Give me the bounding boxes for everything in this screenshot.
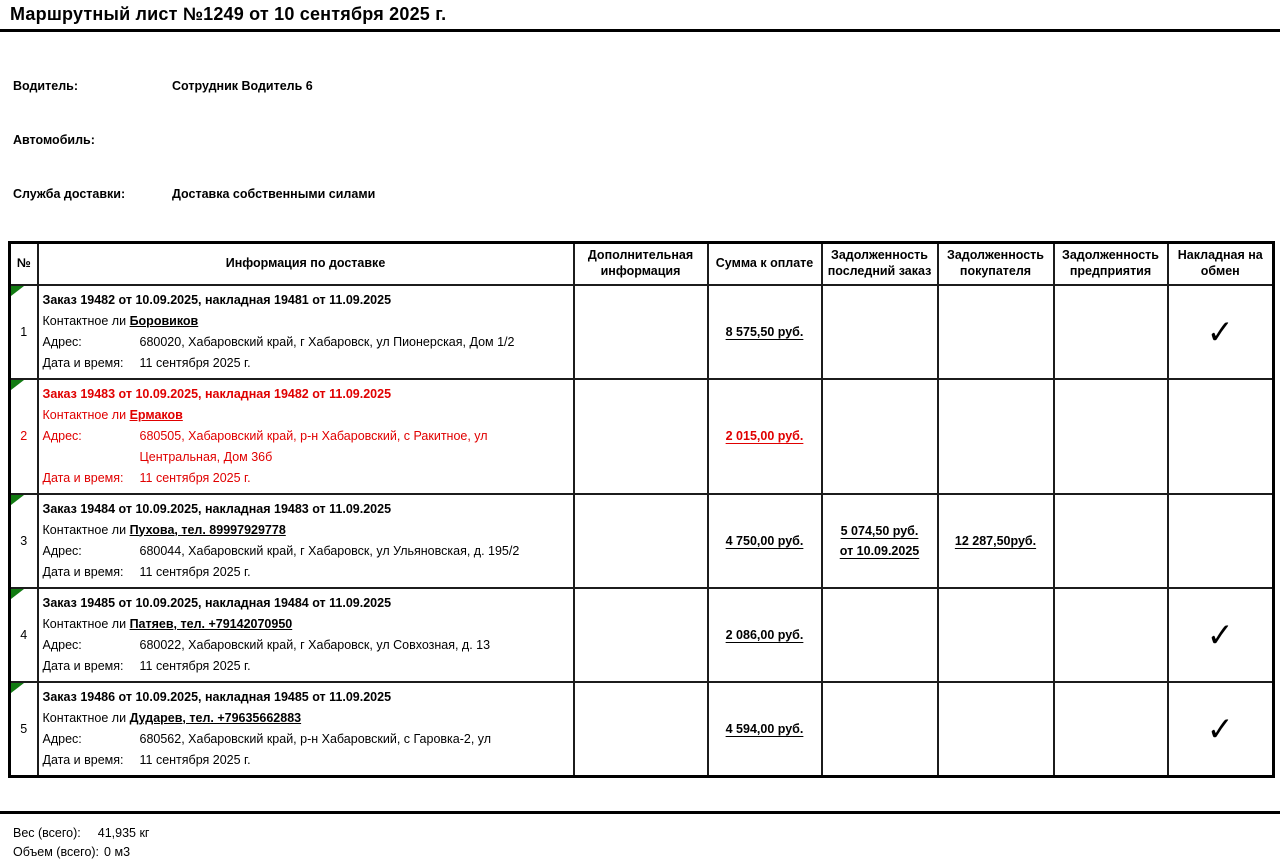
debt-last-order-cell (822, 588, 938, 682)
datetime-value: 11 сентября 2025 г. (139, 658, 251, 673)
total-volume-value: 0 м3 (104, 845, 131, 859)
sum-cell (708, 682, 822, 777)
sum-cell (708, 379, 822, 494)
delivery-service-label: Служба доставки: (13, 187, 126, 201)
datetime-value: 11 сентября 2025 г. (139, 355, 251, 370)
table-row (10, 494, 1274, 588)
datetime-label: Дата и время: (42, 470, 124, 485)
address-value: 680020, Хабаровский край, г Хабаровск, ул Пионерская, Дом 1/2 (139, 334, 515, 349)
debt-company-cell (1054, 379, 1168, 494)
checkmark-icon: ✓ (1206, 709, 1234, 748)
col-header-debt-last: Задолженность последний заказ (822, 243, 938, 285)
address-line (43, 635, 567, 656)
address-value: 680044, Хабаровский край, г Хабаровск, ул Ульяновская, д. 195/2 (139, 543, 520, 558)
exchange-invoice-cell (1168, 285, 1274, 379)
sum-value: 4 594,00 руб. (725, 721, 804, 736)
order-line: Заказ 19482 от 10.09.2025, накладная 19481 от 11.09.2025 (42, 292, 392, 307)
extra-info-cell (574, 494, 708, 588)
address-value: 680562, Хабаровский край, р-н Хабаровский, с Гаровка-2, ул (139, 731, 492, 746)
address-label: Адрес: (42, 731, 82, 746)
totals-footer (13, 824, 1280, 862)
debt-company-cell (1054, 494, 1168, 588)
contact-line (43, 708, 567, 729)
delivery-info-cell (38, 379, 574, 494)
row-number: 2 (10, 379, 38, 494)
extra-info-cell (574, 285, 708, 379)
contact-line (43, 520, 567, 541)
order-line: Заказ 19483 от 10.09.2025, накладная 19482 от 11.09.2025 (42, 386, 392, 401)
row-number: 3 (10, 494, 38, 588)
checkmark-icon: ✓ (1206, 615, 1234, 654)
col-header-invoice: Накладная на обмен (1168, 243, 1274, 285)
contact-label: Контактное ли (42, 522, 127, 537)
vehicle-value (172, 133, 1280, 147)
datetime-label: Дата и время: (42, 355, 124, 370)
table-row (10, 682, 1274, 777)
debt-buyer-cell (938, 379, 1054, 494)
sum-value: 2 015,00 руб. (725, 429, 804, 443)
driver-field (13, 79, 1280, 93)
footer-divider (0, 811, 1280, 814)
col-header-debt-buyer: Задолженность покупателя (938, 243, 1054, 285)
header-fields (13, 79, 1280, 201)
datetime-label: Дата и время: (42, 752, 124, 767)
debt-buyer-cell (938, 588, 1054, 682)
total-volume (13, 843, 1280, 862)
debt-last-order-cell (822, 682, 938, 777)
extra-info-cell (574, 588, 708, 682)
total-volume-label: Объем (всего): (13, 845, 100, 859)
address-line (43, 729, 567, 750)
contact-line (43, 614, 567, 635)
sum-cell (708, 285, 822, 379)
row-number: 1 (10, 285, 38, 379)
debt-company-cell (1054, 588, 1168, 682)
debt-buyer-cell: 12 287,50руб. (938, 494, 1054, 588)
delivery-info-cell (38, 682, 574, 777)
datetime-line (43, 468, 567, 489)
contact-line (43, 405, 567, 426)
route-table (8, 241, 1275, 778)
extra-info-cell (574, 682, 708, 777)
order-line: Заказ 19485 от 10.09.2025, накладная 19484 от 11.09.2025 (42, 595, 392, 610)
debt-buyer-cell (938, 682, 1054, 777)
debt-company-cell (1054, 285, 1168, 379)
exchange-invoice-cell (1168, 379, 1274, 494)
total-weight-value: 41,935 кг (97, 826, 150, 840)
datetime-line (43, 750, 567, 771)
debt-company-cell (1054, 682, 1168, 777)
vehicle-label: Автомобиль: (13, 133, 95, 147)
exchange-invoice-cell (1168, 682, 1274, 777)
sum-value: 8 575,50 руб. (725, 324, 804, 339)
datetime-label: Дата и время: (42, 658, 124, 673)
sum-cell (708, 588, 822, 682)
contact-name: Дударев, тел. +79635662883 (129, 710, 302, 725)
row-number: 4 (10, 588, 38, 682)
contact-line (43, 311, 567, 332)
col-header-extra: Дополнительная информация (574, 243, 708, 285)
datetime-label: Дата и время: (42, 564, 124, 579)
sum-value: 4 750,00 руб. (725, 533, 804, 548)
delivery-info-cell (38, 588, 574, 682)
address-label: Адрес: (42, 334, 82, 349)
sum-cell (708, 494, 822, 588)
vehicle-field (13, 133, 1280, 147)
sum-value: 2 086,00 руб. (725, 627, 804, 642)
row-number: 5 (10, 682, 38, 777)
col-header-debt-company: Задолженность предприятия (1054, 243, 1168, 285)
debt-last-order-cell (822, 379, 938, 494)
document-title-bar (0, 0, 1280, 32)
contact-name: Патяев, тел. +79142070950 (129, 616, 293, 631)
datetime-value: 11 сентября 2025 г. (139, 752, 251, 767)
order-line: Заказ 19484 от 10.09.2025, накладная 19483 от 11.09.2025 (42, 501, 392, 516)
contact-name: Боровиков (129, 313, 199, 328)
datetime-line (43, 562, 567, 583)
contact-name: Ермаков (129, 407, 183, 422)
delivery-service-value: Доставка собственными силами (172, 187, 376, 201)
datetime-value: 11 сентября 2025 г. (139, 564, 251, 579)
table-row (10, 379, 1274, 494)
datetime-line (43, 353, 567, 374)
datetime-value: 11 сентября 2025 г. (139, 470, 251, 485)
address-label: Адрес: (42, 428, 82, 443)
table-row (10, 285, 1274, 379)
contact-label: Контактное ли (42, 407, 127, 422)
address-line (43, 426, 567, 468)
address-value: 680022, Хабаровский край, г Хабаровск, ул Совхозная, д. 13 (139, 637, 491, 652)
contact-label: Контактное ли (42, 710, 127, 725)
delivery-info-cell (38, 285, 574, 379)
exchange-invoice-cell (1168, 588, 1274, 682)
checkmark-icon: ✓ (1206, 312, 1234, 351)
table-header-row (10, 243, 1274, 285)
order-line: Заказ 19486 от 10.09.2025, накладная 19485 от 11.09.2025 (42, 689, 392, 704)
col-header-num: № (10, 243, 38, 285)
col-header-info: Информация по доставке (38, 243, 574, 285)
address-line (43, 541, 567, 562)
total-weight (13, 824, 1280, 843)
contact-label: Контактное ли (42, 313, 127, 328)
debt-last-order-cell: 5 074,50 руб. от 10.09.2025 (822, 494, 938, 588)
col-header-sum: Сумма к оплате (708, 243, 822, 285)
delivery-info-cell (38, 494, 574, 588)
address-label: Адрес: (42, 637, 82, 652)
address-value: 680505, Хабаровский край, р-н Хабаровский, с Ракитное, ул Центральная, Дом 36б (139, 428, 488, 464)
datetime-line (43, 656, 567, 677)
exchange-invoice-cell (1168, 494, 1274, 588)
driver-label: Водитель: (13, 79, 78, 93)
delivery-service-field (13, 187, 1280, 201)
table-row (10, 588, 1274, 682)
total-weight-label: Вес (всего): (13, 826, 81, 840)
driver-value: Сотрудник Водитель 6 (172, 79, 313, 93)
extra-info-cell (574, 379, 708, 494)
page-title: Маршрутный лист №1249 от 10 сентября 2025 г. (10, 4, 447, 24)
contact-name: Пухова, тел. 89997929778 (129, 522, 286, 537)
debt-buyer-cell (938, 285, 1054, 379)
address-label: Адрес: (42, 543, 82, 558)
address-line (43, 332, 567, 353)
debt-last-order-cell (822, 285, 938, 379)
contact-label: Контактное ли (42, 616, 127, 631)
